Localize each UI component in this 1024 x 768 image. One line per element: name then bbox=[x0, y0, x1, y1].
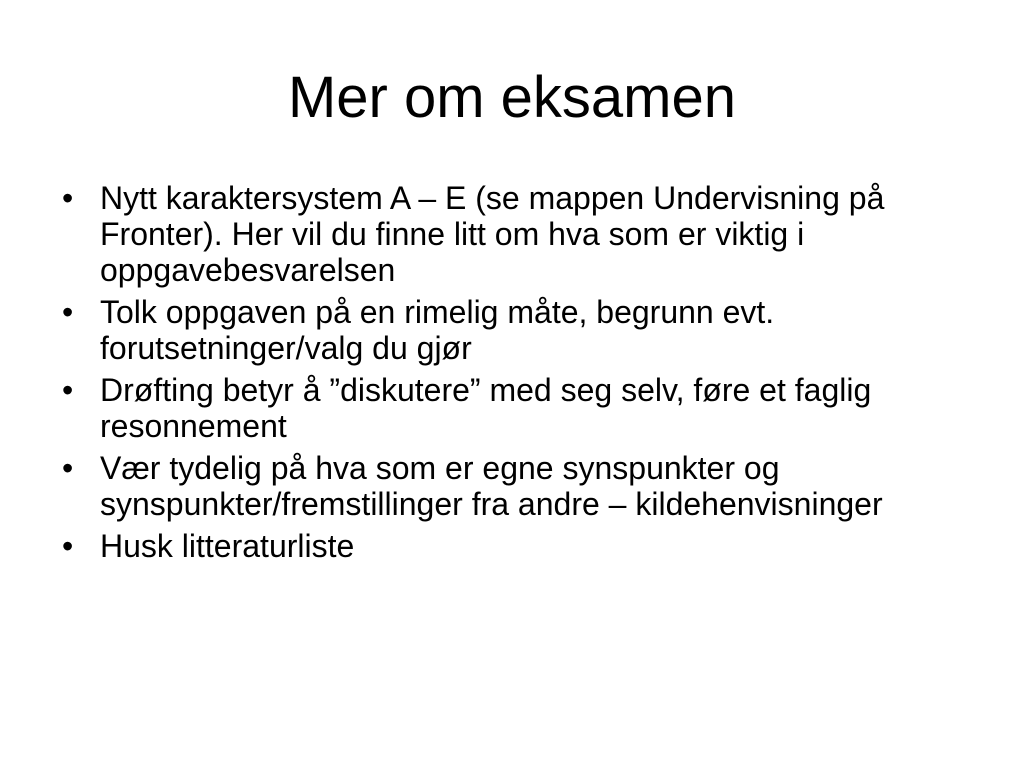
bullet-list bbox=[58, 180, 978, 570]
bullet-text: Vær tydelig på hva som er egne synspunkter og synspunkter/fremstillinger fra andre – kildehenvisninger bbox=[100, 450, 883, 522]
bullet-text: Husk litteraturliste bbox=[100, 528, 355, 564]
bullet-item bbox=[58, 180, 978, 288]
slide-title: Mer om eksamen bbox=[287, 65, 737, 130]
bullet-text: Nytt karaktersystem A – E (se mappen Undervisning på Fronter). Her vil du finne litt om hva som er viktig i oppgavebesvarelsen bbox=[100, 180, 885, 288]
bullet-item bbox=[58, 294, 978, 366]
bullet-text: Tolk oppgaven på en rimelig måte, begrunn evt. forutsetninger/valg du gjør bbox=[100, 294, 775, 366]
bullet-icon: • bbox=[62, 372, 74, 408]
bullet-item bbox=[58, 528, 978, 564]
bullet-item bbox=[58, 450, 978, 522]
bullet-icon: • bbox=[62, 180, 74, 216]
bullet-text: Drøfting betyr å ”diskutere” med seg selv, føre et faglig resonnement bbox=[100, 372, 872, 444]
bullet-icon: • bbox=[62, 294, 74, 330]
bullet-icon: • bbox=[62, 528, 74, 564]
bullet-item bbox=[58, 372, 978, 444]
bullet-icon: • bbox=[62, 450, 74, 486]
